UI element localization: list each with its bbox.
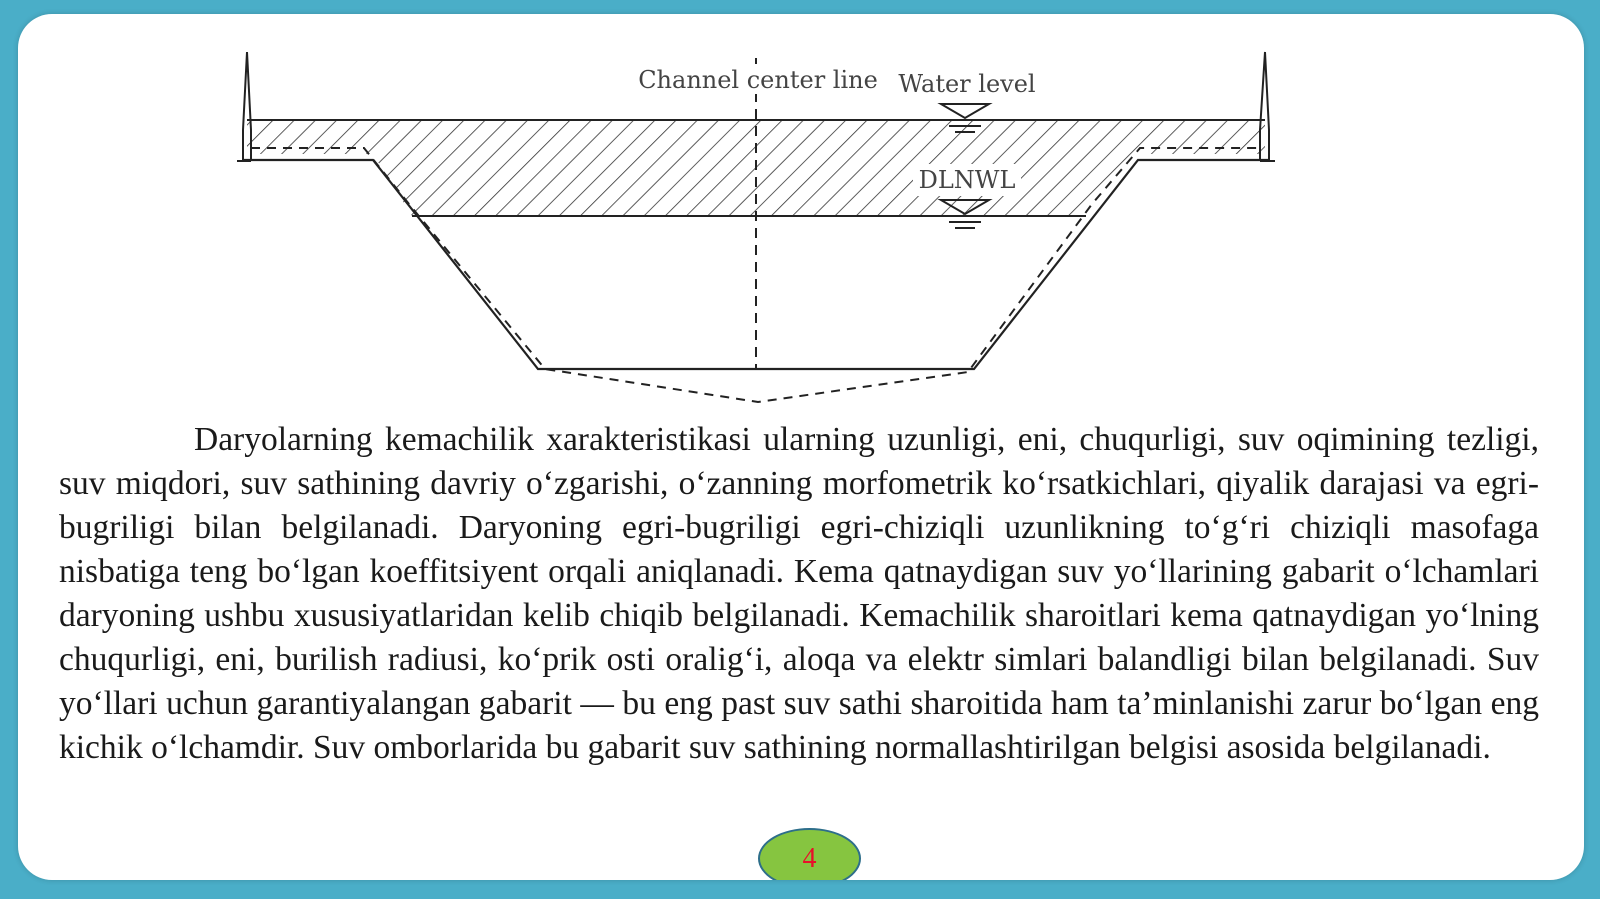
center-line-label: Channel center line [638, 66, 878, 94]
water-level-label: Water level [898, 70, 1036, 98]
dlnwl-label: DLNWL [918, 166, 1016, 194]
page-number: 4 [802, 842, 817, 874]
page-number-badge [758, 828, 861, 880]
channel-cross-section-diagram [18, 14, 1584, 414]
body-paragraph: Daryolarning kemachilik xarakteristikasi ularning uzunligi, eni, chuqurligi, suv oqimining tezligi, suv miqdori, suv sathining davriy oʻzgarishi, oʻzanning morfometrik koʻrsatkichlari, qiyalik darajasi va egri-bugriligi bilan belgilanadi. Daryoning egri-bugriligi egri-chiziqli uzunlikning toʻgʻri chiziqli masofaga nisbatiga teng boʻlgan koeffitsiyent orqali aniqlanadi. Kema qatnaydigan suv yoʻllarining gabarit oʻlchamlari daryoning ushbu xususiyatlaridan kelib chiqib belgilanadi. Kemachilik sharoitlari kema qatnaydigan yoʻlning chuqurligi, eni, burilish radiusi, koʻprik osti oraligʻi, aloqa va elektr simlari balandligi bilan belgilanadi. Suv yoʻllari uchun garantiyalangan gabarit — bu eng past suv sathi sharoitida ham ta’minlanishi zarur boʻlgan eng kichik oʻlchamdir. Suv omborlarida bu gabarit suv sathining normallashtirilgan belgisi asosida belgilanadi. [59, 421, 1539, 766]
hatched-water-zone [218, 114, 1318, 224]
slide [18, 14, 1584, 880]
